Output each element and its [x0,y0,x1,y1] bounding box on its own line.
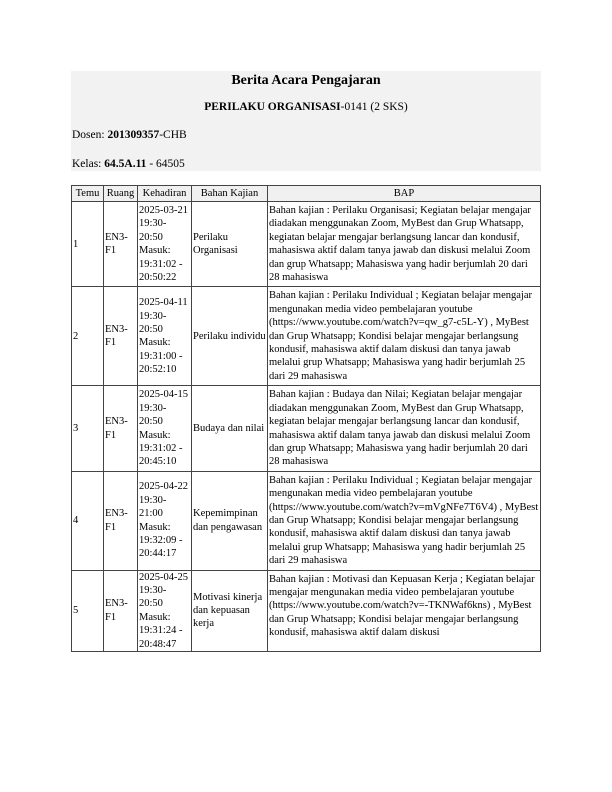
table-row [72,202,541,287]
cell-ruang: EN3-F1 [104,471,138,570]
table-header-row [72,186,541,202]
kelas-suffix: - 64505 [146,158,185,170]
course-name: PERILAKU ORGANISASI [204,101,341,113]
cell-temu: 5 [72,570,104,651]
table-row [72,570,541,651]
cell-bap: Bahan kajian : Perilaku Individual ; Kegiatan belajar mengajar mengunakan media video pembelajaran youtube (https://www.youtube.com/watch?v=qw_g7-c5L-Y) , MyBest dan Grup Whatsapp; Kondisi belajar mengajar berlangsung kondusif, mahasiswa aktif dalam diskusi dan tanya jawab melalui grup Whatsapp; Mahasiswa yang hadir berjumlah 25 dari 29 mahasiswa [268,287,541,386]
cell-temu: 3 [72,386,104,471]
cell-bap: Bahan kajian : Budaya dan Nilai; Kegiatan belajar mengajar diadakan menggunakan Zoom, MyBest dan Grup Whatsapp, kegiatan belajar mengajar berlangsung lancar dan kondusif, mahasiswa aktif dalam tanya jawab dan diskusi melalui Zoom dan grup Whatsapp; Mahasiswa yang hadir berjumlah 20 dari 28 mahasiswa [268,386,541,471]
course-code: -0141 (2 SKS) [340,101,408,113]
table-row [72,287,541,386]
cell-kehadiran: 2025-04-11 19:30-20:50 Masuk: 19:31:00 - 20:52:10 [138,287,192,386]
kelas-line [72,158,185,170]
report-header [71,71,541,171]
dosen-id: 201309357 [107,129,160,141]
bap-table [71,185,541,652]
kelas-id: 64.5A.11 [104,158,147,170]
cell-bahan-kajian: Perilaku individu [192,287,268,386]
cell-bahan-kajian: Motivasi kinerja dan kepuasan kerja [192,570,268,651]
dosen-line [72,129,187,141]
cell-bahan-kajian: Budaya dan nilai [192,386,268,471]
course-line [71,101,541,113]
cell-temu: 2 [72,287,104,386]
cell-ruang: EN3-F1 [104,386,138,471]
header-ruang: Ruang [104,186,138,202]
report-title: Berita Acara Pengajaran [231,73,381,88]
kelas-label: Kelas: [72,158,105,170]
cell-ruang: EN3-F1 [104,570,138,651]
table-row [72,471,541,570]
cell-ruang: EN3-F1 [104,202,138,287]
header-bap: BAP [268,186,541,202]
cell-temu: 4 [72,471,104,570]
header-kehadiran: Kehadiran [138,186,192,202]
cell-bahan-kajian: Kepemimpinan dan pengawasan [192,471,268,570]
cell-kehadiran: 2025-04-15 19:30-20:50 Masuk: 19:31:02 - 20:45:10 [138,386,192,471]
table-row [72,386,541,471]
header-temu: Temu [72,186,104,202]
cell-bahan-kajian: Perilaku Organisasi [192,202,268,287]
dosen-label: Dosen: [72,129,108,141]
cell-kehadiran: 2025-03-21 19:30-20:50 Masuk: 19:31:02 - 20:50:22 [138,202,192,287]
cell-bap: Bahan kajian : Perilaku Individual ; Kegiatan belajar mengajar mengunakan media video pembelajaran youtube (https://www.youtube.com/watch?v=mVgNFe7T6V4) , MyBest dan Grup Whatsapp; Kondisi belajar mengajar berlangsung kondusif, mahasiswa aktif dalam diskusi dan tanya jawab melalui grup Whatsapp; Mahasiswa yang hadir berjumlah 25 dari 29 mahasiswa [268,471,541,570]
cell-kehadiran: 2025-04-22 19:30-21:00 Masuk: 19:32:09 - 20:44:17 [138,471,192,570]
dosen-suffix: -CHB [159,129,187,141]
cell-ruang: EN3-F1 [104,287,138,386]
cell-bap: Bahan kajian : Perilaku Organisasi; Kegiatan belajar mengajar diadakan menggunakan Zoom, MyBest dan Grup Whatsapp, kegiatan belajar mengajar berlangsung lancar dan kondusif, mahasiswa aktif dalam tanya jawab dan diskusi melalui Zoom dan grup Whatsapp; Mahasiswa yang hadir berjumlah 20 dari 28 mahasiswa [268,202,541,287]
cell-temu: 1 [72,202,104,287]
cell-bap: Bahan kajian : Motivasi dan Kepuasan Kerja ; Kegiatan belajar mengajar mengunakan media video pembelajaran youtube (https://www.youtube.com/watch?v=-TKNWaf6kns) , MyBest dan Grup Whatsapp; Kondisi belajar mengajar berlangsung kondusif, mahasiswa aktif dalam diskusi [268,570,541,651]
cell-kehadiran: 2025-04-25 19:30-20:50 Masuk: 19:31:24 - 20:48:47 [138,570,192,651]
header-bahan-kajian: Bahan Kajian [192,186,268,202]
